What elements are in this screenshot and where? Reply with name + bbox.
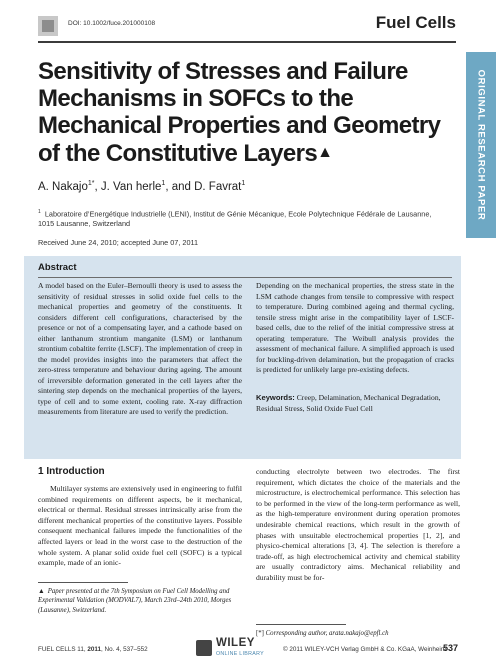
journal-logo-icon xyxy=(38,16,58,36)
wiley-logo-icon xyxy=(196,640,212,656)
journal-citation xyxy=(38,646,148,653)
author-affiliation-sup: 1 xyxy=(241,180,246,187)
author-separator: , and xyxy=(165,180,195,193)
affiliation xyxy=(38,207,448,229)
article-type-tab xyxy=(466,52,496,238)
body-text-left: Multilayer systems are extensively used in engineering to fulfil combined requirements on different aspects, be it mechanical, electrical or thermal. Residual stresses intrinsically arise from the different mechanical properties of the constitutive layers. Possible consequent mechanical failures impede the functionalities of the affected layers or lead in the worst case to the destruction of the whole system. A planar solid oxide fuel cell (SOFC) is a typical example, made of an ionic- xyxy=(38,484,242,568)
keywords xyxy=(256,393,454,414)
author-name[interactable]: A. Nakajo xyxy=(38,180,88,193)
corresponding-author-text[interactable]: Corresponding author, arata.nakajo@epfl.ch xyxy=(265,630,389,637)
conference-footnote-text: Paper presented at the 7th Symposium on Fuel Cell Modelling and Experimental Validation (MODVAL7), March 23rd–24th 2010, Morges (Lausanne), Switzerland. xyxy=(38,588,232,614)
header-divider xyxy=(38,41,456,43)
footnote-mark: ▲ xyxy=(38,588,45,595)
citation-journal: FUEL CELLS 11, xyxy=(38,646,86,653)
abstract-text-right: Depending on the mechanical properties, the stress state in the LSM cathode changes from tensile to compressive with respect to temperature. During combined ageing and thermal cycling, tensile stress might arise in the compatibility layer of LSCF-based cells, due to the relief of the initial compressive stress at operating temperature. The Weibull analysis provides the assessment of mechanical failure. A simplified approach is used for buckling-driven delamination, but the propagation of cracks is predicted for unlikely large pre-existing defects. xyxy=(256,281,454,374)
author-affiliation-sup: 1 xyxy=(87,180,92,187)
wiley-online-library-link[interactable] xyxy=(196,637,266,661)
author-affiliation-sup: 1 xyxy=(161,180,166,187)
author-separator: , xyxy=(94,180,101,193)
author-name[interactable]: D. Favrat xyxy=(194,180,242,193)
copyright: © 2011 WILEY-VCH Verlag GmbH & Co. KGaA, Weinheim xyxy=(283,646,447,653)
affiliation-number: 1 xyxy=(38,209,41,215)
corresponding-mark: [*] xyxy=(256,630,264,637)
corresponding-author-mark: * xyxy=(91,180,95,187)
article-title-text: Sensitivity of Stresses and Failure Mechanisms in SOFCs to the Mechanical Properties and Geometry of the Constitutive Layers xyxy=(38,58,441,167)
keywords-list: Creep, Delamination, Mechanical Degradation, Residual Stress, Solid Oxide Fuel Cell xyxy=(256,393,441,413)
footnote-divider xyxy=(38,582,128,583)
corresponding-author-footnote xyxy=(256,630,460,637)
doi-text[interactable]: DOI: 10.1002/fuce.201000108 xyxy=(68,20,156,27)
abstract-text-left: A model based on the Euler–Bernoulli theory is used to assess the sensitivity of residual stresses in solid oxide fuel cells to the mechanical properties and geometry of the constituents. It considers different cell configurations, characterised by the presence or not of a compensating layer, and a cathode based on either lanthanum strontium manganite (LSM) or lanthanum strontium cobaltite ferrite (LSCF). The implementation of creep in the model provides insights into the parameters that affect the zero-stress temperature and behaviour during ageing. The amount of irreversible deformation generated in the cell layers after the sintering step depends on the mechanical properties of the layers, type of cell and to some extent, cooling rate. X-ray diffraction measurements from literature are used to verify the prediction. xyxy=(38,281,242,416)
affiliation-text: Laboratoire d’Energétique Industrielle (LENI), Institut de Génie Mécanique, Ecole Polytechnique Fédérale de Lausanne, 1015 Lausanne, Switzerland xyxy=(38,209,432,229)
author-list xyxy=(38,180,245,193)
citation-issue-pages: , No. 4, 537–552 xyxy=(101,646,148,653)
received-dates: Received June 24, 2010; accepted June 07, 2011 xyxy=(38,238,199,247)
conference-footnote xyxy=(38,587,242,615)
publisher-sublabel: ONLINE LIBRARY xyxy=(216,651,264,657)
citation-year: 2011 xyxy=(87,646,102,653)
section-heading: 1 Introduction xyxy=(38,466,105,477)
article-title xyxy=(38,58,458,167)
article-type-label: ORIGINAL RESEARCH PAPER xyxy=(475,69,487,221)
abstract-divider xyxy=(38,277,452,278)
publisher-name: WILEY xyxy=(216,637,255,649)
title-footnote-mark[interactable]: ▲ xyxy=(317,144,333,161)
abstract-heading: Abstract xyxy=(38,262,77,273)
footnote-divider-right xyxy=(256,624,346,625)
journal-name: Fuel Cells xyxy=(375,13,456,32)
author-name[interactable]: J. Van herle xyxy=(100,180,162,193)
page-number: 537 xyxy=(443,643,459,653)
keywords-label: Keywords: xyxy=(256,393,295,402)
body-text-right: conducting electrolyte between two electrodes. The first requirement, which dictates the choice of the materials and the microstructure, is electrochemical performance. This selection has to be performed in the view of the long-term performance as well, as the high-temperature environment during operation promotes undesirable chemical reactions, which result in the growth of phases with unsuitable electrochemical properties [1, 2], and physico-chemical alterations [3, 4]. The selection is therefore a trade-off, as high electrochemical activity and chemical stability are usually contradictory aims. Mechanical reliability and durability must be for- xyxy=(256,467,460,582)
